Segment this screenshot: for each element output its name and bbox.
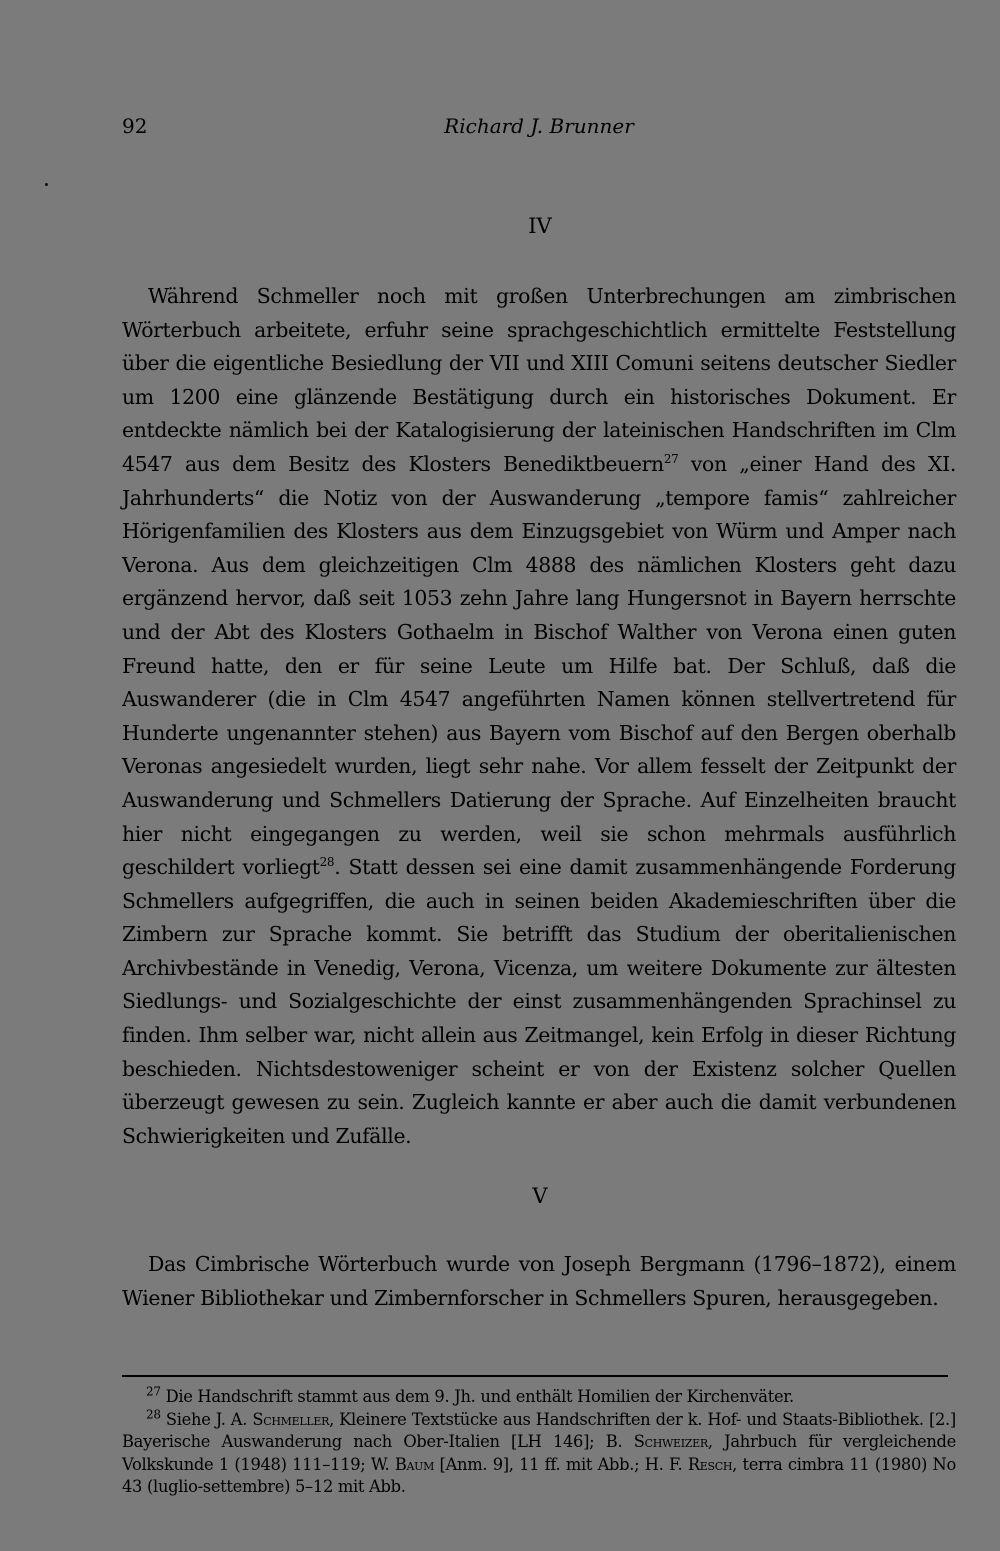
section-heading-v: V [532, 1184, 548, 1208]
footnote-text: , Jahrbuch für vergleichende Volkskunde 1 (1948) 111–119; W. [122, 1432, 956, 1474]
author-name: Resch [687, 1454, 733, 1474]
footnote-28 [122, 1409, 956, 1499]
footnote-text: [Anm. 9], 11 ff. mit Abb.; H. F. [434, 1454, 688, 1474]
running-head: Richard J. Brunner [444, 114, 634, 138]
author-name: Schweizer [633, 1432, 708, 1452]
section-v-paragraph: Das Cimbrische Wörterbuch wurde von Joseph Bergmann (1796–1872), einem Wiener Bibliothekar und Zimbernforscher in Schmellers Spuren, herausgegeben. [122, 1252, 956, 1310]
page-number: 92 [122, 114, 148, 138]
footnote-text: Siehe J. A. [165, 1409, 253, 1429]
scan-speck [45, 183, 48, 186]
page-header [122, 114, 956, 144]
section-heading-iv: IV [528, 214, 552, 238]
footnote-divider [122, 1375, 948, 1377]
footnote-text: , Kleinere Textstücke aus Handschriften der k. Hof- und Staats-Bibliothek. [2.] Bayerische Auswanderung nach Ober-Italien [LH 146]; B. [122, 1409, 956, 1452]
author-name: Schmeller [252, 1409, 330, 1429]
footnote-text: , terra cimbra 11 (1980) No 43 (luglio-settembre) 5–12 mit Abb. [122, 1454, 956, 1497]
footnote-text: Die Handschrift stammt aus dem 9. Jh. und enthält Homilien der Kirchenväter. [165, 1387, 794, 1406]
footnote-ref-27[interactable]: 27 [663, 452, 679, 467]
text-segment: . Statt dessen sei eine damit zusammenhängende Forderung Schmellers aufgegriffen, die auch in seinen beiden Akademieschriften über die Zimbern zur Sprache kommt. Sie betrifft das Studium der oberitalienischen Archivbestände in Venedig, Verona, Vicenza, um weitere Dokumente zur ältesten Siedlungs- und Sozialgeschichte der einst zusammenhängenden Sprachinsel zu finden. Ihm selber war, nicht allein aus Zeitmangel, kein Erfolg in dieser Richtung beschieden. Nichtsdestoweniger scheint er von der Existenz solcher Quellen überzeugt gewesen zu sein. Zugleich kannte er aber auch die damit verbundenen Schwierigkeiten und Zufälle. [122, 855, 956, 1148]
text-segment: Während Schmeller noch mit großen Unterbrechungen am zimbrischen Wörterbuch arbeitete, erfuhr seine sprachgeschichtlich ermittelte Feststellung über die eigentliche Besiedlung der VII und XIII Comuni seitens deutscher Siedler um 1200 eine glänzende Bestätigung durch ein historisches Dokument. Er entdeckte nämlich bei der Katalogisierung der lateinischen Handschriften im Clm 4547 aus dem Besitz des Klosters Benediktbeuern [122, 284, 956, 476]
author-name: Baum [394, 1454, 435, 1474]
footnote-number: 28 [146, 1407, 161, 1422]
footnote-ref-28[interactable]: 28 [319, 855, 335, 870]
footnotes [122, 1386, 956, 1499]
section-iv-paragraph [122, 280, 956, 1153]
footnote-number: 27 [146, 1384, 161, 1399]
text-segment: von „einer Hand des XI. Jahrhunderts“ die Notiz von der Auswanderung „tempore famis“ zahlreicher Hörigenfamilien des Klosters aus dem Einzugsgebiet von Würm und Amper nach Verona. Aus dem gleichzeitigen Clm 4888 des nämlichen Klosters geht dazu ergänzend hervor, daß seit 1053 zehn Jahre lang Hungersnot in Bayern herrschte und der Abt des Klosters Gothaelm in Bischof Walther von Verona einen guten Freund hatte, den er für seine Leute um Hilfe bat. Der Schluß, daß die Auswanderer (die in Clm 4547 angeführten Namen können stellvertretend für Hunderte ungenannter stehen) aus Bayern vom Bischof auf den Bergen oberhalb Veronas angesiedelt wurden, liegt sehr nahe. Vor allem fesselt der Zeitpunkt der Auswanderung und Schmellers Datierung der Sprache. Auf Einzelheiten braucht hier nicht eingegangen zu werden, weil sie schon mehrmals ausführlich geschildert vorliegt [122, 451, 956, 880]
footnote-27 [122, 1386, 956, 1409]
